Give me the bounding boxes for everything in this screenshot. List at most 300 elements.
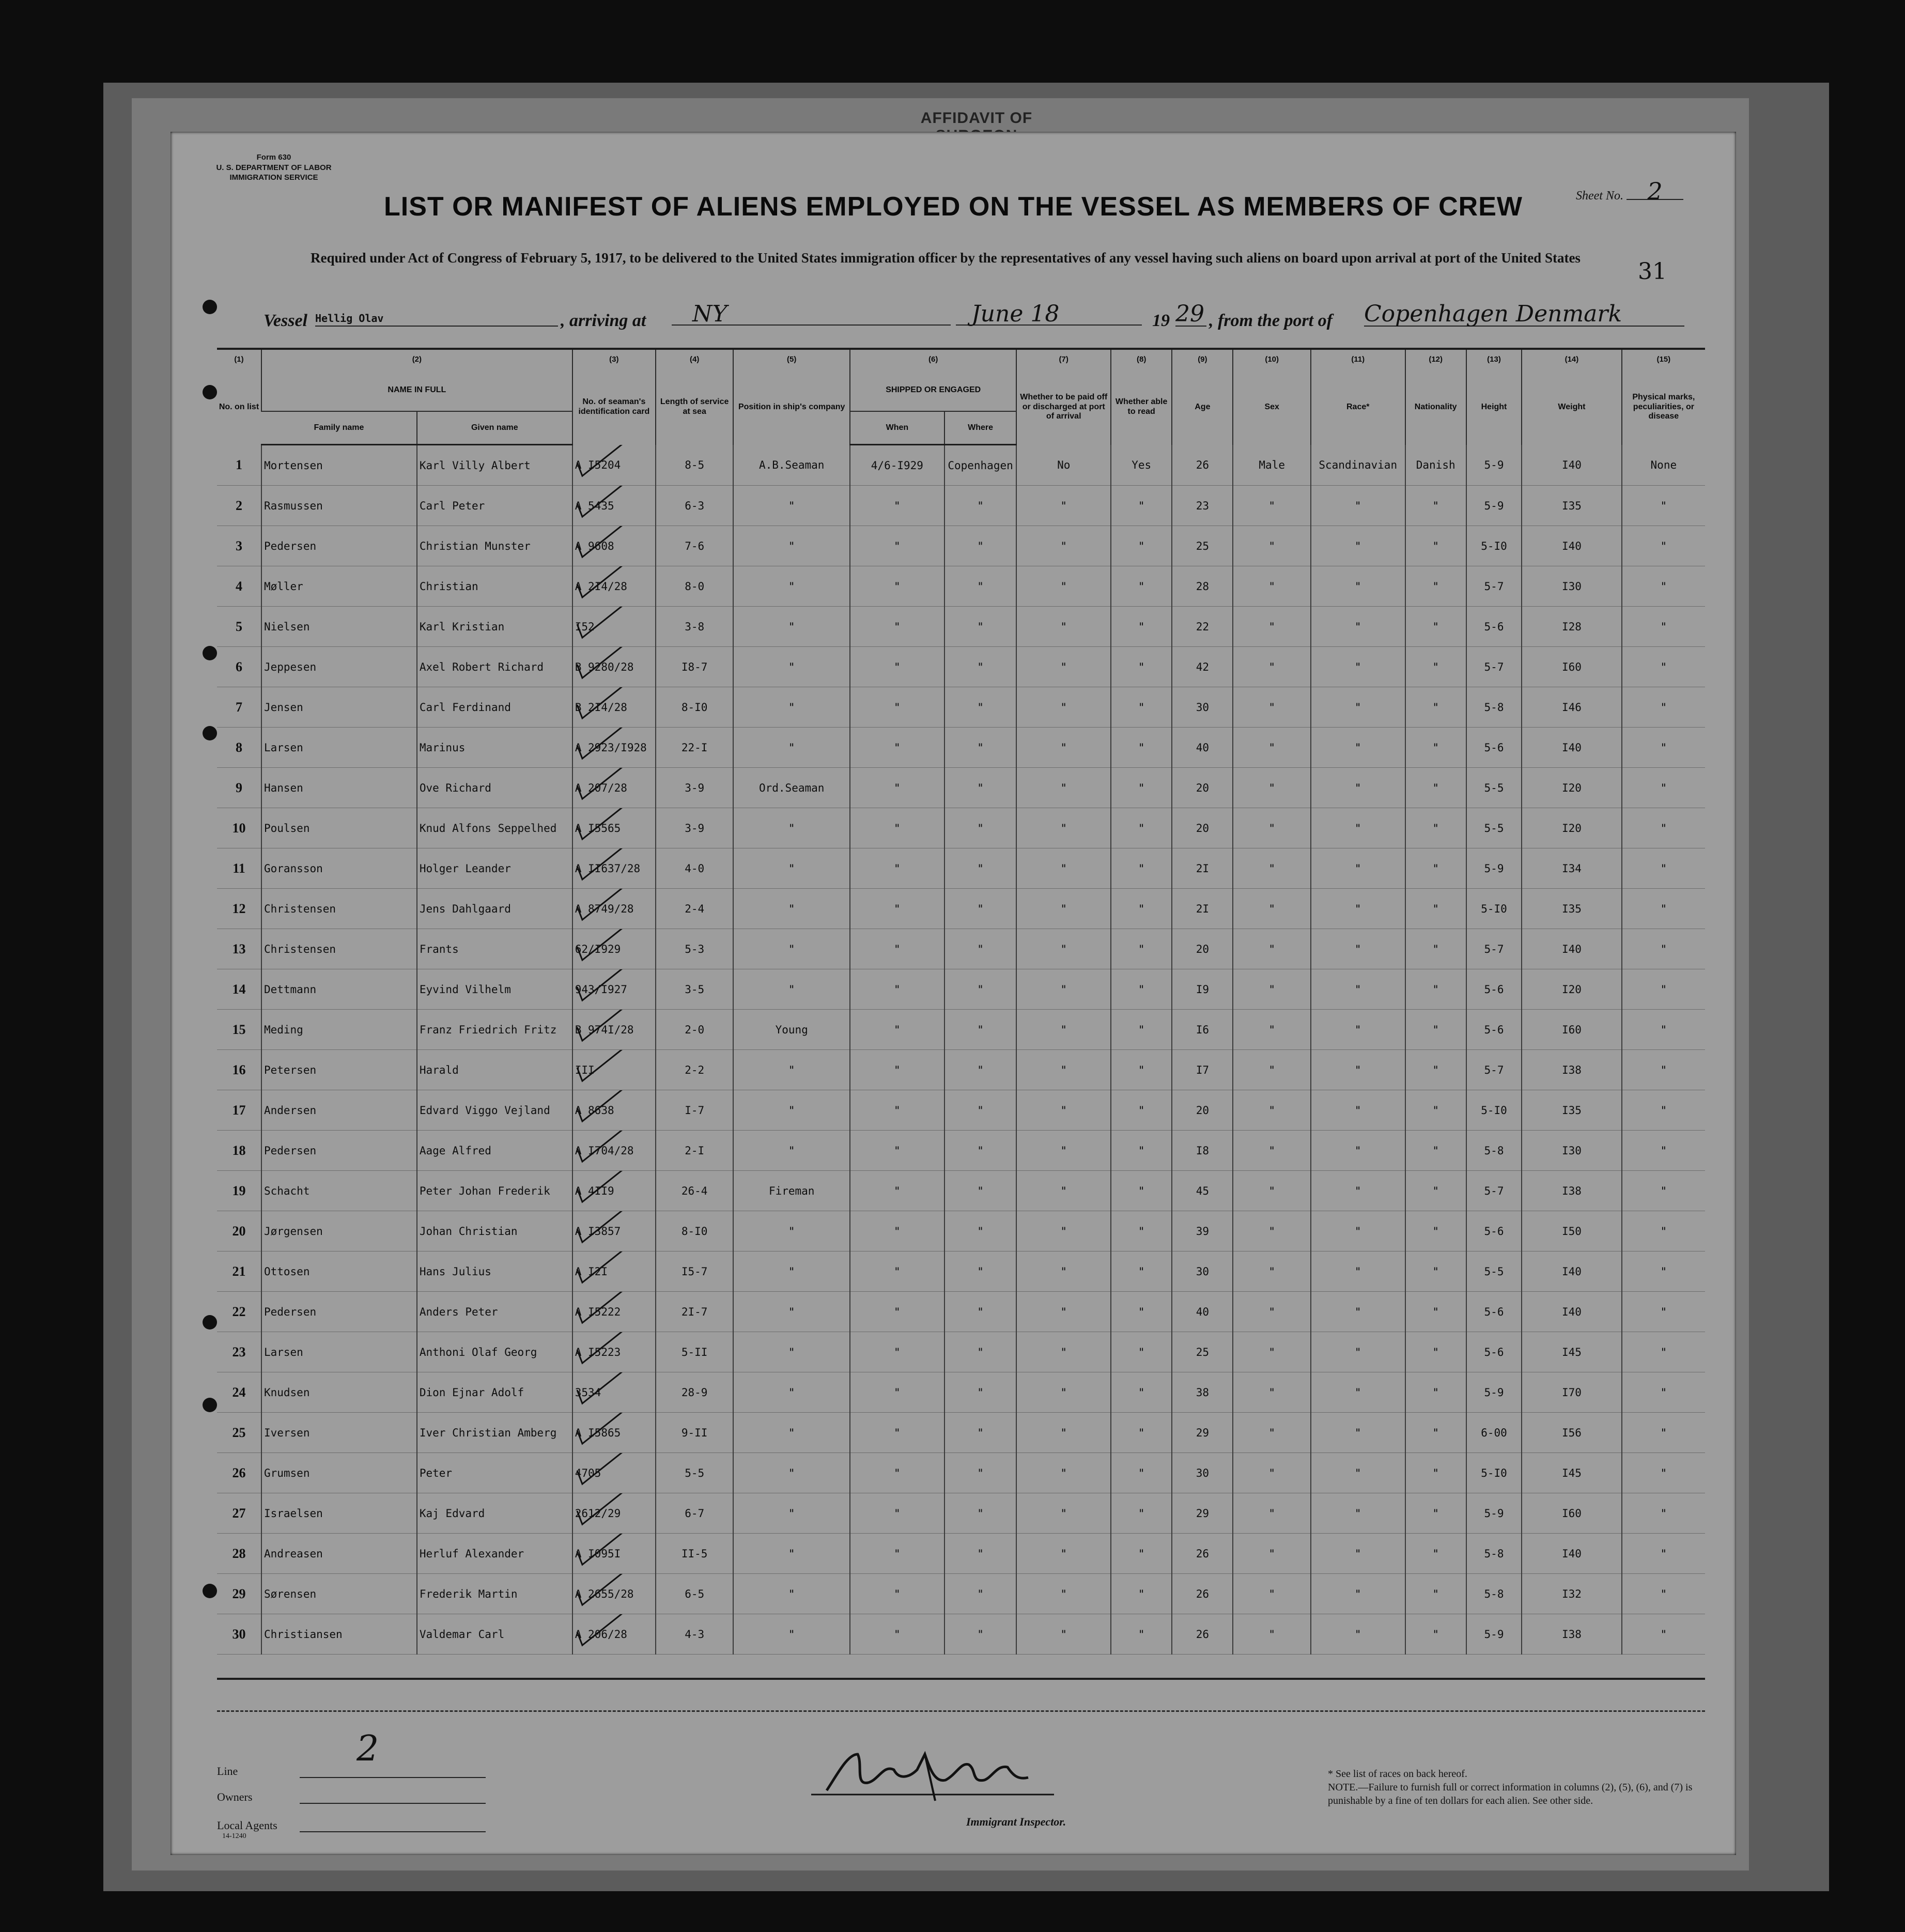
cell-family: Meding <box>261 1010 417 1050</box>
cell-no: 21 <box>217 1251 261 1292</box>
header-given: Given name <box>417 411 572 445</box>
cell-sex: " <box>1233 1050 1310 1090</box>
cell-weight: I45 <box>1522 1453 1621 1493</box>
cell-sex: " <box>1233 1332 1310 1372</box>
cell-paid: " <box>1016 566 1111 607</box>
check-mark-icon <box>576 929 628 963</box>
cell-given: Ove Richard <box>417 768 572 808</box>
cell-nat: " <box>1405 1413 1466 1453</box>
cell-given: Edvard Viggo Vejland <box>417 1090 572 1131</box>
cell-race: " <box>1311 929 1405 969</box>
cell-length: 6-7 <box>656 1493 733 1534</box>
cell-age: 30 <box>1172 687 1233 728</box>
check-mark-icon <box>576 687 628 721</box>
cell-length: 22-I <box>656 728 733 768</box>
cell-marks: " <box>1622 1372 1705 1413</box>
check-mark-icon <box>576 808 628 842</box>
cell-family: Pedersen <box>261 1131 417 1171</box>
table-row <box>217 607 1705 647</box>
cell-race: " <box>1311 1010 1405 1050</box>
cell-age: 20 <box>1172 929 1233 969</box>
cell-nat: " <box>1405 1010 1466 1050</box>
cell-position: " <box>733 1211 850 1251</box>
cell-family: Pedersen <box>261 1292 417 1332</box>
cell-position: " <box>733 647 850 687</box>
cell-nat: " <box>1405 607 1466 647</box>
cell-given: Eyvind Vilhelm <box>417 969 572 1010</box>
cell-sex: " <box>1233 687 1310 728</box>
cell-marks: " <box>1622 647 1705 687</box>
check-mark-icon <box>576 1332 628 1366</box>
table-row <box>217 1292 1705 1332</box>
cell-when: " <box>850 647 944 687</box>
cell-position: Young <box>733 1010 850 1050</box>
table-row <box>217 687 1705 728</box>
cell-paid: " <box>1016 607 1111 647</box>
cell-weight: I30 <box>1522 1131 1621 1171</box>
cell-no: 24 <box>217 1372 261 1413</box>
col-num-1: (1) <box>234 355 244 364</box>
inspector-label: Immigrant Inspector. <box>966 1815 1066 1828</box>
cell-nat: Danish <box>1405 445 1466 486</box>
cell-height: 5-9 <box>1466 445 1522 486</box>
cell-nat: " <box>1405 1574 1466 1614</box>
line-label: Line <box>217 1765 238 1778</box>
cell-length: II-5 <box>656 1534 733 1574</box>
table-row <box>217 889 1705 929</box>
cell-position: A.B.Seaman <box>733 445 850 486</box>
cell-marks: " <box>1622 768 1705 808</box>
cell-nat: " <box>1405 1090 1466 1131</box>
header-nationality: Nationality <box>1405 369 1466 445</box>
cell-marks: " <box>1622 1131 1705 1171</box>
cell-nat: " <box>1405 1332 1466 1372</box>
header-marks: Physical marks, peculiarities, or disease <box>1622 369 1705 445</box>
sheet-value: 2 <box>1627 183 1683 200</box>
cell-where: " <box>944 687 1017 728</box>
cell-when: " <box>850 1131 944 1171</box>
cell-id: A 207/28 <box>572 768 656 808</box>
check-mark-icon <box>576 1090 628 1124</box>
cell-id: A 5435 <box>572 486 656 526</box>
cell-height: 5-8 <box>1466 687 1522 728</box>
table-row <box>217 1090 1705 1131</box>
table-row <box>217 969 1705 1010</box>
cell-when: " <box>850 1413 944 1453</box>
footer-rule <box>217 1710 1705 1712</box>
cell-read: " <box>1111 969 1172 1010</box>
cell-when: " <box>850 1574 944 1614</box>
cell-read: " <box>1111 1171 1172 1211</box>
cell-age: 26 <box>1172 445 1233 486</box>
table-row <box>217 1534 1705 1574</box>
cell-when: " <box>850 889 944 929</box>
cell-age: 20 <box>1172 768 1233 808</box>
check-mark-icon <box>576 566 628 600</box>
cell-position: " <box>733 526 850 566</box>
cell-weight: I35 <box>1522 486 1621 526</box>
cell-sex: " <box>1233 1251 1310 1292</box>
cell-height: 5-7 <box>1466 929 1522 969</box>
cell-marks: " <box>1622 1211 1705 1251</box>
check-mark-icon <box>576 1251 628 1285</box>
cell-age: 26 <box>1172 1614 1233 1655</box>
cell-read: " <box>1111 1251 1172 1292</box>
cell-age: 25 <box>1172 526 1233 566</box>
cell-when: " <box>850 1211 944 1251</box>
cell-no: 13 <box>217 929 261 969</box>
cell-age: 23 <box>1172 486 1233 526</box>
cell-length: 2-2 <box>656 1050 733 1090</box>
cell-weight: I60 <box>1522 647 1621 687</box>
check-mark-icon <box>576 647 628 681</box>
cell-marks: " <box>1622 1292 1705 1332</box>
line-value: 2 <box>357 1728 379 1769</box>
cell-race: " <box>1311 848 1405 889</box>
document-subtitle: Required under Act of Congress of February 5, 1917, to be delivered to the United States immigration officer by the representatives of any vessel having such aliens on board upon arrival at port of the United States <box>311 250 1581 266</box>
cell-weight: I32 <box>1522 1574 1621 1614</box>
cell-where: " <box>944 1453 1017 1493</box>
cell-race: " <box>1311 1251 1405 1292</box>
cell-given: Knud Alfons Seppelhed <box>417 808 572 848</box>
cell-sex: " <box>1233 566 1310 607</box>
cell-race: Scandinavian <box>1311 445 1405 486</box>
cell-marks: " <box>1622 1614 1705 1655</box>
cell-weight: I70 <box>1522 1372 1621 1413</box>
cell-marks: " <box>1622 526 1705 566</box>
cell-when: " <box>850 808 944 848</box>
cell-paid: " <box>1016 768 1111 808</box>
footer-fields <box>217 1728 682 1847</box>
cell-length: 5-II <box>656 1332 733 1372</box>
cell-no: 29 <box>217 1574 261 1614</box>
cell-when: " <box>850 1493 944 1534</box>
cell-id: A II637/28 <box>572 848 656 889</box>
cell-nat: " <box>1405 566 1466 607</box>
cell-given: Peter Johan Frederik <box>417 1171 572 1211</box>
cell-sex: " <box>1233 1493 1310 1534</box>
cell-family: Rasmussen <box>261 486 417 526</box>
table-row <box>217 808 1705 848</box>
cell-height: 5-8 <box>1466 1574 1522 1614</box>
page-number: 31 <box>1638 258 1667 285</box>
cell-position: " <box>733 1574 850 1614</box>
cell-race: " <box>1311 687 1405 728</box>
cell-no: 3 <box>217 526 261 566</box>
table-row <box>217 1251 1705 1292</box>
cell-length: I5-7 <box>656 1251 733 1292</box>
cell-paid: " <box>1016 1372 1111 1413</box>
cell-family: Jeppesen <box>261 647 417 687</box>
cell-height: 5-9 <box>1466 1372 1522 1413</box>
cell-race: " <box>1311 486 1405 526</box>
cell-where: " <box>944 1292 1017 1332</box>
check-mark-icon <box>576 1292 628 1325</box>
cell-position: " <box>733 1090 850 1131</box>
cell-age: I9 <box>1172 969 1233 1010</box>
cell-family: Grumsen <box>261 1453 417 1493</box>
cell-marks: " <box>1622 1574 1705 1614</box>
cell-id: 943/I927 <box>572 969 656 1010</box>
cell-length: 3-9 <box>656 808 733 848</box>
cell-when: " <box>850 1534 944 1574</box>
cell-nat: " <box>1405 1050 1466 1090</box>
cell-paid: " <box>1016 969 1111 1010</box>
cell-weight: I40 <box>1522 1251 1621 1292</box>
cell-where: " <box>944 1090 1017 1131</box>
cell-weight: I20 <box>1522 768 1621 808</box>
cell-paid: " <box>1016 889 1111 929</box>
cell-where: " <box>944 768 1017 808</box>
table-row <box>217 1131 1705 1171</box>
binder-hole <box>203 385 217 399</box>
cell-where: " <box>944 1251 1017 1292</box>
cell-family: Hansen <box>261 768 417 808</box>
cell-family: Knudsen <box>261 1372 417 1413</box>
header-where: Where <box>944 411 1017 445</box>
cell-marks: " <box>1622 889 1705 929</box>
cell-no: 7 <box>217 687 261 728</box>
cell-age: 25 <box>1172 1332 1233 1372</box>
check-mark-icon <box>576 1211 628 1245</box>
check-mark-icon <box>576 848 628 882</box>
cell-when: " <box>850 486 944 526</box>
cell-where: " <box>944 486 1017 526</box>
cell-weight: I20 <box>1522 969 1621 1010</box>
table-row <box>217 445 1705 486</box>
cell-marks: " <box>1622 1413 1705 1453</box>
cell-weight: I34 <box>1522 848 1621 889</box>
cell-position: " <box>733 1534 850 1574</box>
cell-no: 15 <box>217 1010 261 1050</box>
cell-family: Sørensen <box>261 1574 417 1614</box>
cell-id: A 9608 <box>572 526 656 566</box>
cell-race: " <box>1311 808 1405 848</box>
cell-height: 5-I0 <box>1466 1090 1522 1131</box>
cell-paid: " <box>1016 1251 1111 1292</box>
cell-sex: " <box>1233 486 1310 526</box>
header-height: Height <box>1466 369 1522 445</box>
cell-id: A 2I4/28 <box>572 566 656 607</box>
col-num-3: (3) <box>572 350 656 369</box>
cell-sex: " <box>1233 1453 1310 1493</box>
col-num-8: (8) <box>1111 350 1172 369</box>
cell-paid: " <box>1016 1131 1111 1171</box>
cell-position: " <box>733 1614 850 1655</box>
cell-race: " <box>1311 1413 1405 1453</box>
cell-sex: " <box>1233 526 1310 566</box>
table-row <box>217 929 1705 969</box>
header-weight: Weight <box>1522 369 1621 445</box>
cell-where: " <box>944 1332 1017 1372</box>
binder-hole <box>203 1398 217 1412</box>
col-num-6: (6) <box>850 350 1016 369</box>
cell-read: " <box>1111 1614 1172 1655</box>
cell-marks: " <box>1622 808 1705 848</box>
agents-field <box>217 1819 579 1840</box>
cell-weight: I38 <box>1522 1614 1621 1655</box>
cell-length: 5-5 <box>656 1453 733 1493</box>
cell-weight: I28 <box>1522 607 1621 647</box>
cell-sex: " <box>1233 929 1310 969</box>
cell-paid: " <box>1016 1413 1111 1453</box>
cell-id: III <box>572 1050 656 1090</box>
cell-family: Christiansen <box>261 1614 417 1655</box>
vessel-label: Vessel <box>264 311 307 330</box>
cell-no: 5 <box>217 607 261 647</box>
cell-when: " <box>850 1372 944 1413</box>
header-read: Whether able to read <box>1111 369 1172 445</box>
check-mark-icon <box>576 1050 628 1084</box>
cell-length: I8-7 <box>656 647 733 687</box>
cell-read: " <box>1111 486 1172 526</box>
cell-nat: " <box>1405 1251 1466 1292</box>
cell-weight: I46 <box>1522 687 1621 728</box>
cell-age: 2I <box>1172 889 1233 929</box>
cell-sex: " <box>1233 969 1310 1010</box>
cell-length: 2I-7 <box>656 1292 733 1332</box>
cell-length: 2-4 <box>656 889 733 929</box>
line-underline <box>300 1777 486 1778</box>
cell-nat: " <box>1405 1131 1466 1171</box>
table-row <box>217 1614 1705 1655</box>
cell-paid: " <box>1016 526 1111 566</box>
cell-length: 6-5 <box>656 1574 733 1614</box>
cell-position: Fireman <box>733 1171 850 1211</box>
cell-given: Peter <box>417 1453 572 1493</box>
crew-rows <box>217 445 1705 1655</box>
cell-given: Kaj Edvard <box>417 1493 572 1534</box>
cell-read: " <box>1111 929 1172 969</box>
background-title: AFFIDAVIT OF <box>920 110 1033 127</box>
cell-given: Holger Leander <box>417 848 572 889</box>
cell-weight: I38 <box>1522 1050 1621 1090</box>
cell-no: 28 <box>217 1534 261 1574</box>
year-suffix: 29 <box>1175 302 1206 327</box>
cell-nat: " <box>1405 1614 1466 1655</box>
cell-given: Christian <box>417 566 572 607</box>
cell-when: " <box>850 728 944 768</box>
cell-age: 38 <box>1172 1372 1233 1413</box>
cell-marks: " <box>1622 486 1705 526</box>
cell-race: " <box>1311 1211 1405 1251</box>
cell-paid: " <box>1016 1453 1111 1493</box>
cell-height: 5-I0 <box>1466 1453 1522 1493</box>
cell-height: 5-6 <box>1466 1211 1522 1251</box>
cell-race: " <box>1311 1332 1405 1372</box>
check-mark-icon <box>576 1131 628 1164</box>
table-row <box>217 728 1705 768</box>
cell-sex: " <box>1233 808 1310 848</box>
cell-height: 5-7 <box>1466 566 1522 607</box>
table-row <box>217 1010 1705 1050</box>
cell-race: " <box>1311 728 1405 768</box>
arrival-port: NY <box>672 302 951 326</box>
fine-note: NOTE.—Failure to furnish full or correct information in columns (2), (5), (6), and (7) is punishable by a fine of ten dollars for each alien. See other side. <box>1328 1782 1693 1806</box>
cell-no: 25 <box>217 1413 261 1453</box>
cell-age: I7 <box>1172 1050 1233 1090</box>
owners-underline <box>300 1803 486 1804</box>
cell-read: " <box>1111 1090 1172 1131</box>
cell-read: " <box>1111 1010 1172 1050</box>
cell-where: " <box>944 808 1017 848</box>
cell-no: 20 <box>217 1211 261 1251</box>
cell-no: 2 <box>217 486 261 526</box>
check-mark-icon <box>576 768 628 801</box>
cell-height: 5-8 <box>1466 1534 1522 1574</box>
cell-length: 3-9 <box>656 768 733 808</box>
cell-position: " <box>733 889 850 929</box>
col-num-9: (9) <box>1172 350 1233 369</box>
cell-where: " <box>944 889 1017 929</box>
cell-weight: I30 <box>1522 566 1621 607</box>
cell-marks: " <box>1622 607 1705 647</box>
cell-where: " <box>944 1493 1017 1534</box>
cell-age: 42 <box>1172 647 1233 687</box>
cell-read: " <box>1111 1453 1172 1493</box>
cell-given: Anthoni Olaf Georg <box>417 1332 572 1372</box>
cell-position: " <box>733 1413 850 1453</box>
cell-nat: " <box>1405 768 1466 808</box>
owners-field <box>217 1790 579 1804</box>
crew-table <box>217 348 1705 1680</box>
cell-age: 26 <box>1172 1574 1233 1614</box>
cell-where: " <box>944 1574 1017 1614</box>
cell-id: A 4II9 <box>572 1171 656 1211</box>
cell-given: Iver Christian Amberg <box>417 1413 572 1453</box>
header-shipped: SHIPPED OR ENGAGED <box>850 369 1016 411</box>
cell-position: " <box>733 1453 850 1493</box>
cell-where: " <box>944 526 1017 566</box>
cell-position: " <box>733 607 850 647</box>
cell-given: Jens Dahlgaard <box>417 889 572 929</box>
cell-id: A 2923/I928 <box>572 728 656 768</box>
cell-id: A I5204 <box>572 445 656 486</box>
cell-nat: " <box>1405 687 1466 728</box>
cell-race: " <box>1311 1050 1405 1090</box>
cell-paid: " <box>1016 1211 1111 1251</box>
cell-family: Christensen <box>261 889 417 929</box>
cell-when: " <box>850 607 944 647</box>
cell-read: " <box>1111 1050 1172 1090</box>
cell-when: " <box>850 768 944 808</box>
cell-sex: " <box>1233 1292 1310 1332</box>
cell-family: Larsen <box>261 728 417 768</box>
cell-race: " <box>1311 1453 1405 1493</box>
cell-sex: " <box>1233 1534 1310 1574</box>
cell-length: 9-II <box>656 1413 733 1453</box>
cell-paid: " <box>1016 1171 1111 1211</box>
cell-position: " <box>733 1131 850 1171</box>
vessel-name: Hellig Olav <box>315 302 558 327</box>
cell-family: Larsen <box>261 1332 417 1372</box>
cell-paid: " <box>1016 1493 1111 1534</box>
cell-marks: " <box>1622 1090 1705 1131</box>
cell-height: 5-5 <box>1466 1251 1522 1292</box>
cell-read: " <box>1111 1493 1172 1534</box>
cell-read: " <box>1111 1534 1172 1574</box>
check-mark-icon <box>576 1171 628 1204</box>
cell-height: 5-8 <box>1466 1131 1522 1171</box>
cell-marks: " <box>1622 1010 1705 1050</box>
check-mark-icon <box>576 1413 628 1446</box>
cell-weight: I40 <box>1522 526 1621 566</box>
cell-id: A I704/28 <box>572 1131 656 1171</box>
cell-where: " <box>944 1413 1017 1453</box>
cell-sex: " <box>1233 889 1310 929</box>
cell-where: " <box>944 929 1017 969</box>
cell-weight: I60 <box>1522 1010 1621 1050</box>
